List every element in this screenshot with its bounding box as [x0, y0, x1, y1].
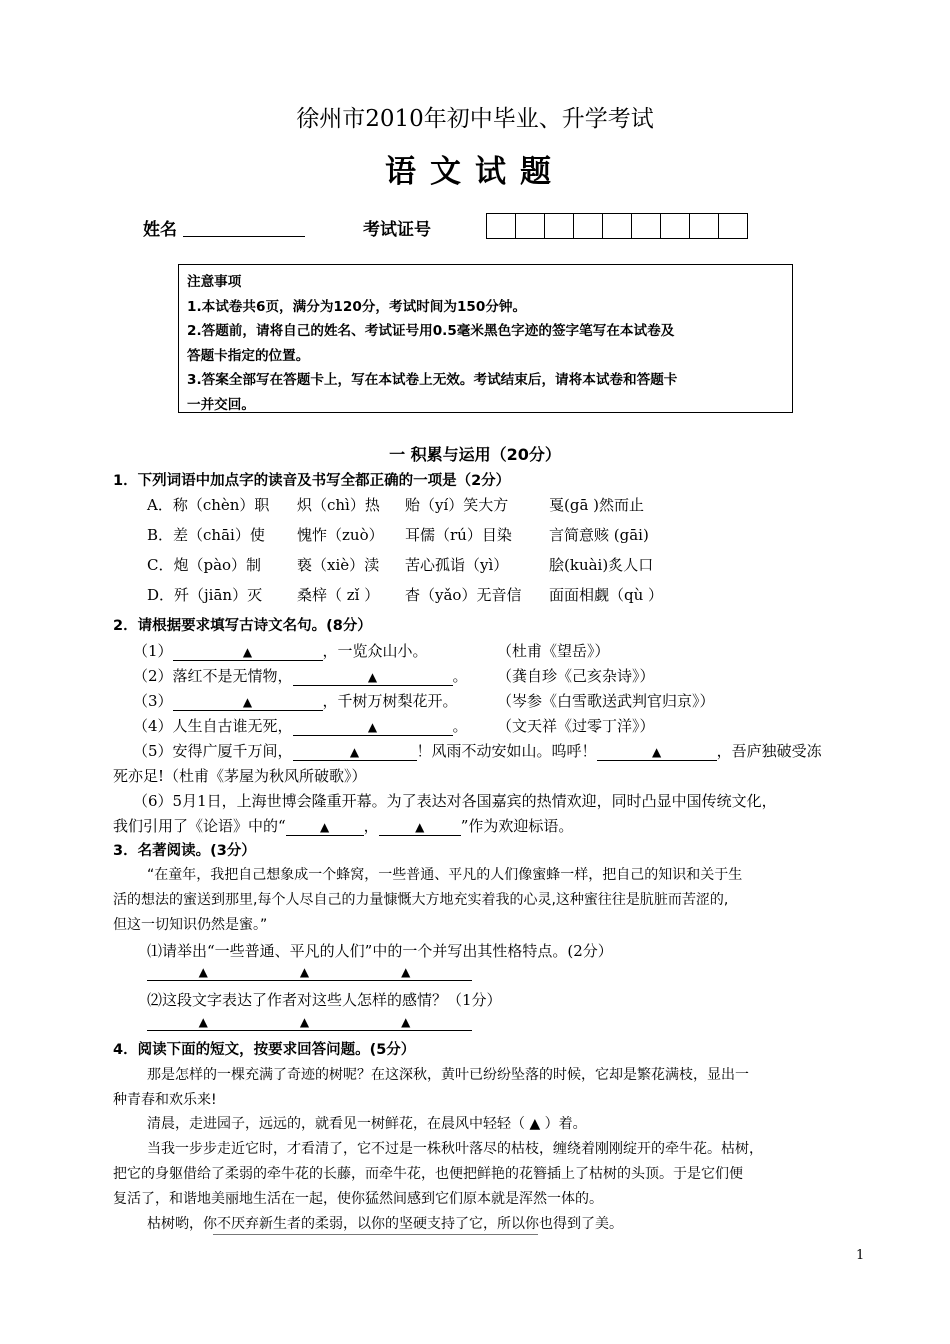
q1-option-a-4: 戛(gā )然而止 [549, 496, 645, 514]
passage-line: 那是怎样的一棵充满了奇迹的树呢？在这深秋，黄叶已纷纷坠落的时候，它却是繁花满枝，显出一 [147, 1067, 749, 1083]
q2-line-6: （6）5月1日，上海世博会隆重开幕。为了表达对各国嘉宾的热情欢迎，同时凸显中国传统文化， [133, 792, 777, 810]
subject-title: 语文试题 [385, 154, 565, 190]
passage-line: 把它的身躯借给了柔弱的牵牛花的长藤，而牵牛花，也便把鲜艳的花簪插上了枯树的头顶。于是它们便 [113, 1166, 743, 1182]
name-field[interactable] [183, 236, 305, 237]
notice-box [178, 264, 793, 413]
notice-item: 答题卡指定的位置。 [187, 347, 310, 364]
q1-option-d-4: 面面相觑（qù ） [549, 586, 664, 604]
notice-item: 2.答题前，请将自己的姓名、考试证号用0.5毫米黑色字迹的签字笔写在本试卷及 [187, 323, 675, 339]
q3-quote-line: 但这一切知识仍然是蜜。” [113, 917, 268, 933]
q1-option-c-1: C．炮（pào）制 [147, 556, 262, 574]
question-3-stem: 3．名著阅读。(3分） [113, 843, 256, 859]
answer-line[interactable]: ▲ ▲ ▲ [147, 1012, 472, 1031]
q2-line-5-cont: 死亦足!（杜甫《茅屋为秋风所破歌》） [113, 767, 367, 785]
q2-source-4: （文天祥《过零丁洋》） [497, 717, 655, 735]
q1-option-b-3: 耳儒（rú）目染 [405, 526, 512, 544]
notice-item: 1.本试卷共6页，满分为120分，考试时间为150分钟。 [187, 298, 527, 315]
answer-blank[interactable]: ▲ [293, 743, 417, 761]
question-1-stem: 1．下列词语中加点字的读音及书写全都正确的一项是（2分） [113, 473, 511, 489]
q2-line-3: （3） ▲ ，千树万树梨花开。 [133, 692, 458, 710]
q1-option-d-1: D．歼（jiān）灭 [147, 586, 263, 604]
exam-id-label: 考试证号 [363, 220, 431, 240]
q1-option-a-3: 贻（yí）笑大方 [405, 496, 509, 514]
question-4-stem: 4．阅读下面的短文，按要求回答问题。(5分） [113, 1042, 416, 1058]
q1-option-b-2: 愧怍（zuò） [297, 526, 384, 544]
answer-blank[interactable]: ▲ [293, 668, 453, 686]
passage-line: 复活了，和谐地美丽地生活在一起，使你猛然间感到它们原本就是浑然一体的。 [113, 1191, 603, 1207]
q2-source-2: （龚自珍《己亥杂诗》） [497, 667, 655, 685]
answer-blank[interactable]: ▲ [173, 643, 323, 661]
passage-line: 当我一步步走近它时，才看清了，它不过是一株秋叶落尽的枯枝，缠绕着刚刚绽开的牵牛花。枯树， [147, 1141, 763, 1157]
q1-option-d-3: 杳（yǎo）无音信 [405, 586, 522, 604]
q2-line-4: （4）人生自古谁无死， ▲ 。 [133, 717, 468, 735]
answer-line[interactable]: ▲ ▲ ▲ [147, 962, 472, 981]
notice-item: 3.答案全部写在答题卡上，写在本试卷上无效。考试结束后，请将本试卷和答题卡 [187, 372, 678, 388]
underline-mark [213, 1234, 538, 1235]
q2-line-5: （5）安得广厦千万间， ▲ ！风雨不动安如山。呜呼！ ▲ ，吾庐独破受冻 [133, 742, 822, 760]
q1-option-c-3: 苦心孤诣（yì） [405, 556, 509, 574]
q2-line-2: （2）落红不是无情物， ▲ 。 [133, 667, 468, 685]
passage-line: 清晨，走进园子，远远的，就看见一树鲜花，在晨风中轻轻（ ▲ ）着。 [147, 1116, 587, 1132]
q2-source-3: （岑参《白雪歌送武判官归京》） [497, 692, 715, 710]
passage-line: 枯树哟，你不厌弃新生者的柔弱，以你的坚硬支持了它，所以你也得到了美。 [147, 1216, 623, 1232]
notice-item: 一并交回。 [187, 396, 255, 413]
exam-id-boxes[interactable] [486, 213, 748, 239]
answer-blank[interactable]: ▲ [597, 743, 717, 761]
q3-sub-question-1: ⑴请举出“一些普通、平凡的人们”中的一个并写出其性格特点。(2分） [147, 942, 613, 960]
q1-option-b-4: 言简意赅 (gāi) [549, 526, 649, 544]
q3-quote-line: “在童年，我把自己想象成一个蜂窝，一些普通、平凡的人们像蜜蜂一样，把自己的知识和关于生 [147, 867, 743, 883]
answer-blank[interactable]: ▲ [286, 818, 364, 836]
q2-source-1: （杜甫《望岳》） [497, 642, 610, 660]
section-title: 一 积累与运用（20分） [389, 445, 561, 464]
notice-heading: 注意事项 [187, 274, 242, 290]
q1-option-b-1: B．差（chāi）使 [147, 526, 265, 544]
q1-option-c-4: 脍(kuài)炙人口 [549, 556, 654, 574]
q1-option-c-2: 亵（xiè）渎 [297, 556, 380, 574]
answer-blank[interactable]: ▲ [293, 718, 453, 736]
q3-quote-line: 活的想法的蜜送到那里,每个人尽自己的力量慷慨大方地充实着我的心灵,这种蜜往往是肮脏而苦涩的, [113, 892, 729, 908]
q1-option-a-2: 炽（chì）热 [297, 496, 380, 514]
page-number: 1 [856, 1248, 865, 1263]
name-label: 姓名 [143, 220, 177, 240]
exam-title: 徐州市2010年初中毕业、升学考试 [296, 106, 654, 132]
passage-line: 种青春和欢乐来! [113, 1092, 217, 1108]
q1-option-a-1: A．称（chèn）职 [147, 496, 270, 514]
q2-line-6-cont: 我们引用了《论语》中的“ ▲ ， ▲ ”作为欢迎标语。 [113, 817, 574, 835]
q3-sub-question-2: ⑵这段文字表达了作者对这些人怎样的感情？（1分） [147, 991, 502, 1009]
q1-option-d-2: 桑梓（ zǐ ） [297, 586, 380, 604]
answer-blank[interactable]: ▲ [173, 693, 323, 711]
answer-blank[interactable]: ▲ [379, 818, 461, 836]
question-2-stem: 2．请根据要求填写古诗文名句。(8分） [113, 618, 372, 634]
q2-line-1: （1） ▲ ，一览众山小。 [133, 642, 428, 660]
